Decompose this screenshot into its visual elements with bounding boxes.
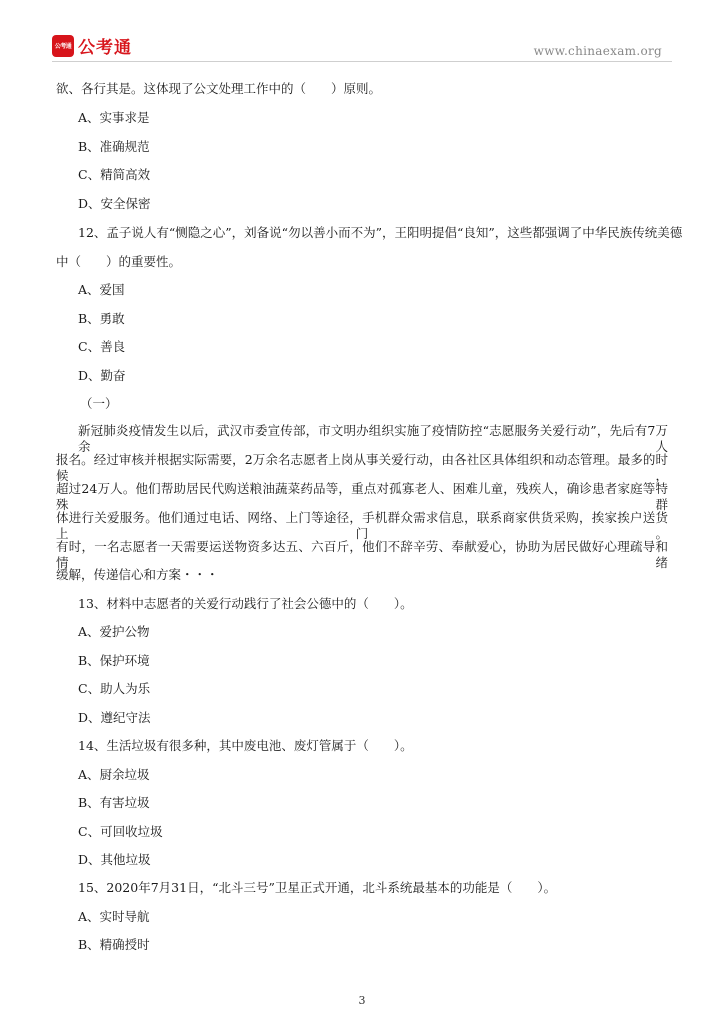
material-paragraph-line: 有时，一名志愿者一天需要运送物资多达五、六百斤，他们不辞辛劳、奉献爱心，协助为居民做好心理疏导和情绪 [56,539,668,570]
option-d: D、遵纪守法 [78,710,151,725]
material-paragraph-line: 体进行关爱服务。他们通过电话、网络、上门等途径，手机群众需求信息，联系商家供货采购，挨家挨户送货上门。 [56,510,668,541]
option-c: C、助人为乐 [78,681,151,696]
option-c: C、可回收垃圾 [78,824,163,839]
page-header [0,0,724,62]
option-a: A、厨余垃圾 [78,767,150,782]
material-paragraph-line: 新冠肺炎疫情发生以后，武汉市委宣传部，市文明办组织实施了疫情防控“志愿服务关爱行动”，先后有7万余人 [78,423,668,454]
question-15: 15、2020年7月31日，“北斗三号”卫星正式开通，北斗系统最基本的功能是（ ）。 [78,880,557,895]
header-divider [52,61,672,62]
logo-text: 公考通 [78,38,132,58]
question-13: 13、材料中志愿者的关爱行动践行了社会公德中的（ ）。 [78,596,413,611]
option-a: A、实事求是 [78,110,150,125]
option-b: B、有害垃圾 [78,795,150,810]
question-12-cont: 中（ ）的重要性。 [56,254,182,269]
question-14: 14、生活垃圾有很多种，其中废电池、废灯管属于（ ）。 [78,738,413,753]
option-c: C、精简高效 [78,167,151,182]
option-a: A、实时导航 [78,909,150,924]
section-heading: （一） [80,396,118,411]
logo-badge: 公考通 [52,35,74,57]
option-b: B、勇敢 [78,311,125,326]
option-d: D、勤奋 [78,368,126,383]
question-12: 12、孟子说人有“恻隐之心”，刘备说“勿以善小而不为”，王阳明提倡“良知”，这些都强调了中华民族传统美德 [78,225,683,240]
option-d: D、安全保密 [78,196,151,211]
material-paragraph-line: 缓解，传递信心和方案・・・ [56,567,219,582]
option-d: D、其他垃圾 [78,852,151,867]
option-b: B、精确授时 [78,937,150,952]
option-a: A、爱国 [78,282,125,297]
option-b: B、保护环境 [78,653,150,668]
option-c: C、善良 [78,339,126,354]
logo [52,33,132,58]
material-paragraph-line: 报名。经过审核并根据实际需要，2万余名志愿者上岗从事关爱行动，由各社区具体组织和动态管理。最多的时候， [56,452,668,483]
material-paragraph-line: 超过24万人。他们帮助居民代购送粮油蔬菜药品等，重点对孤寡老人、困难儿童，残疾人，确诊患者家庭等特殊群 [56,481,668,512]
option-b: B、准确规范 [78,139,150,154]
site-url: www.chinaexam.org [533,44,662,58]
question-text: 欲、各行其是。这体现了公文处理工作中的（ ）原则。 [56,81,382,96]
option-a: A、爱护公物 [78,624,150,639]
page-number: 3 [358,994,366,1007]
